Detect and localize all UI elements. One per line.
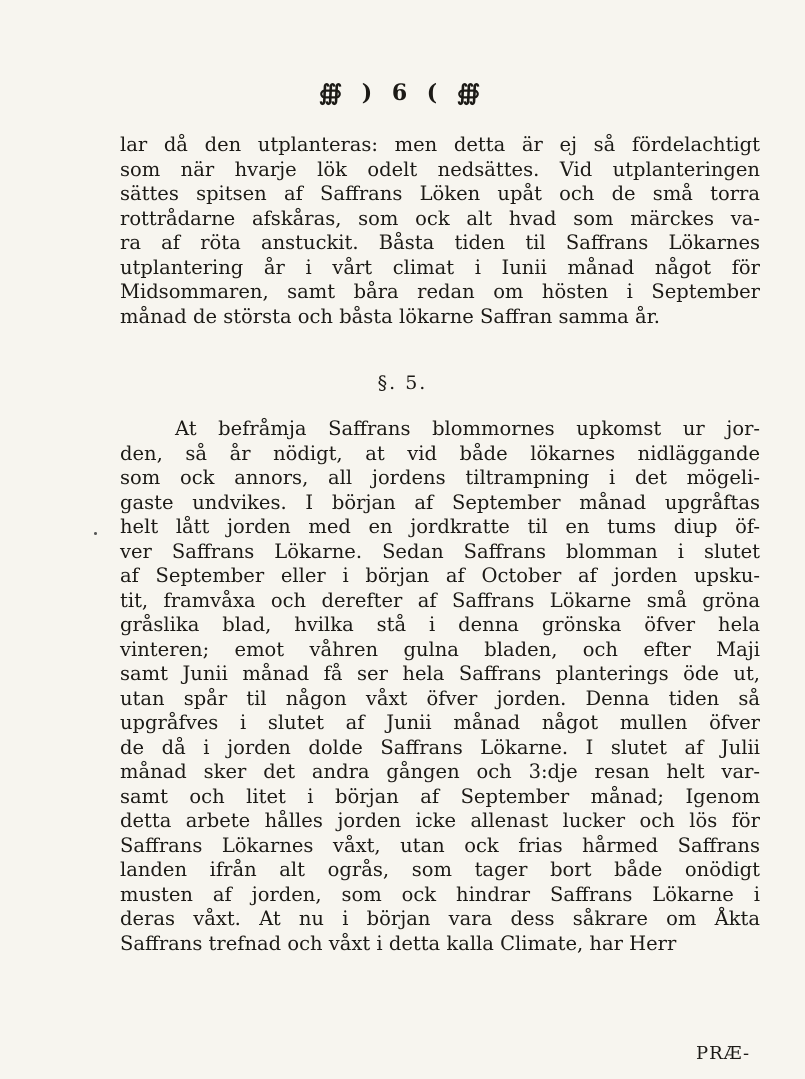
text-line: samt och litet i början af September månad; Igenom <box>120 784 760 808</box>
page-header: ∰ ) 6 ( ∰ <box>318 80 487 106</box>
text-line: lar då den utplanteras: men detta är ej så fördelachtigt <box>120 133 760 156</box>
text-line: Saffrans trefnad och våxt i detta kalla Climate, har Herr <box>120 931 677 955</box>
catchword: PRÆ- <box>696 1043 751 1064</box>
text-line: månad sker det andra gången och 3:dje resan helt var- <box>120 760 760 783</box>
text-line: samt Junii månad få ser hela Saffrans planterings öde ut, <box>120 662 760 685</box>
text-line: månad de största och båsta lökarne Saffran samma år. <box>120 304 660 328</box>
text-line: musten af jorden, som ock hindrar Saffrans Lökarne i <box>120 882 760 906</box>
text-line: som ock annors, all jordens tiltrampning i det mögeli- <box>120 466 760 489</box>
text-line: Saffrans Lökarnes våxt, utan ock frias hårmed Saffrans <box>120 833 760 857</box>
paragraph-2 <box>120 417 760 956</box>
text-line: utan spår til någon våxt öfver jorden. Denna tiden så <box>120 686 760 710</box>
text-line: At befråmja Saffrans blommornes upkomst ur jor- <box>175 417 760 440</box>
text-line: rottrådarne afskåras, som ock alt hvad som märckes va- <box>120 206 760 230</box>
text-line: ra af röta anstuckit. Båsta tiden til Saffrans Lökarnes <box>120 231 760 254</box>
text-line: upgråfves i slutet af Junii månad något mullen öfver <box>120 711 760 734</box>
text-line: detta arbete hålles jorden icke allenast lucker och lös för <box>120 809 760 832</box>
text-line: som när hvarje lök odelt nedsättes. Vid utplanteringen <box>120 157 760 181</box>
text-line: deras våxt. At nu i början vara dess såkrare om Åkta <box>120 907 760 930</box>
text-line: vinteren; emot våhren gulna bladen, och efter Maji <box>120 637 760 661</box>
text-line: helt lått jorden med en jordkratte til en tums diup öf- <box>120 515 760 538</box>
text-line: Midsommaren, samt båra redan om hösten i September <box>120 280 760 303</box>
text-line: den, så år nödigt, at vid både lökarnes nidläggande <box>120 441 760 465</box>
text-line: af September eller i början af October af jorden upsku- <box>120 564 760 587</box>
text-line: utplantering år i vårt climat i Iunii månad något för <box>120 255 760 279</box>
text-line: de då i jorden dolde Saffrans Lökarne. I slutet af Julii <box>120 735 760 759</box>
text-line: gråslika blad, hvilka stå i denna grönska öfver hela <box>120 613 760 636</box>
section-number: §. 5. <box>377 372 428 394</box>
paragraph-1 <box>120 133 760 329</box>
text-line: landen ifrån alt ogrås, som tager bort både onödigt <box>120 858 760 881</box>
ink-speck <box>94 532 97 535</box>
text-line: ver Saffrans Lökarne. Sedan Saffrans blomman i slutet <box>120 539 760 563</box>
text-line: sättes spitsen af Saffrans Löken upåt och de små torra <box>120 182 760 205</box>
text-line: tit, framvåxa och derefter af Saffrans Lökarne små gröna <box>120 588 760 612</box>
text-line: gaste undvikes. I början af September månad upgråftas <box>120 490 760 514</box>
